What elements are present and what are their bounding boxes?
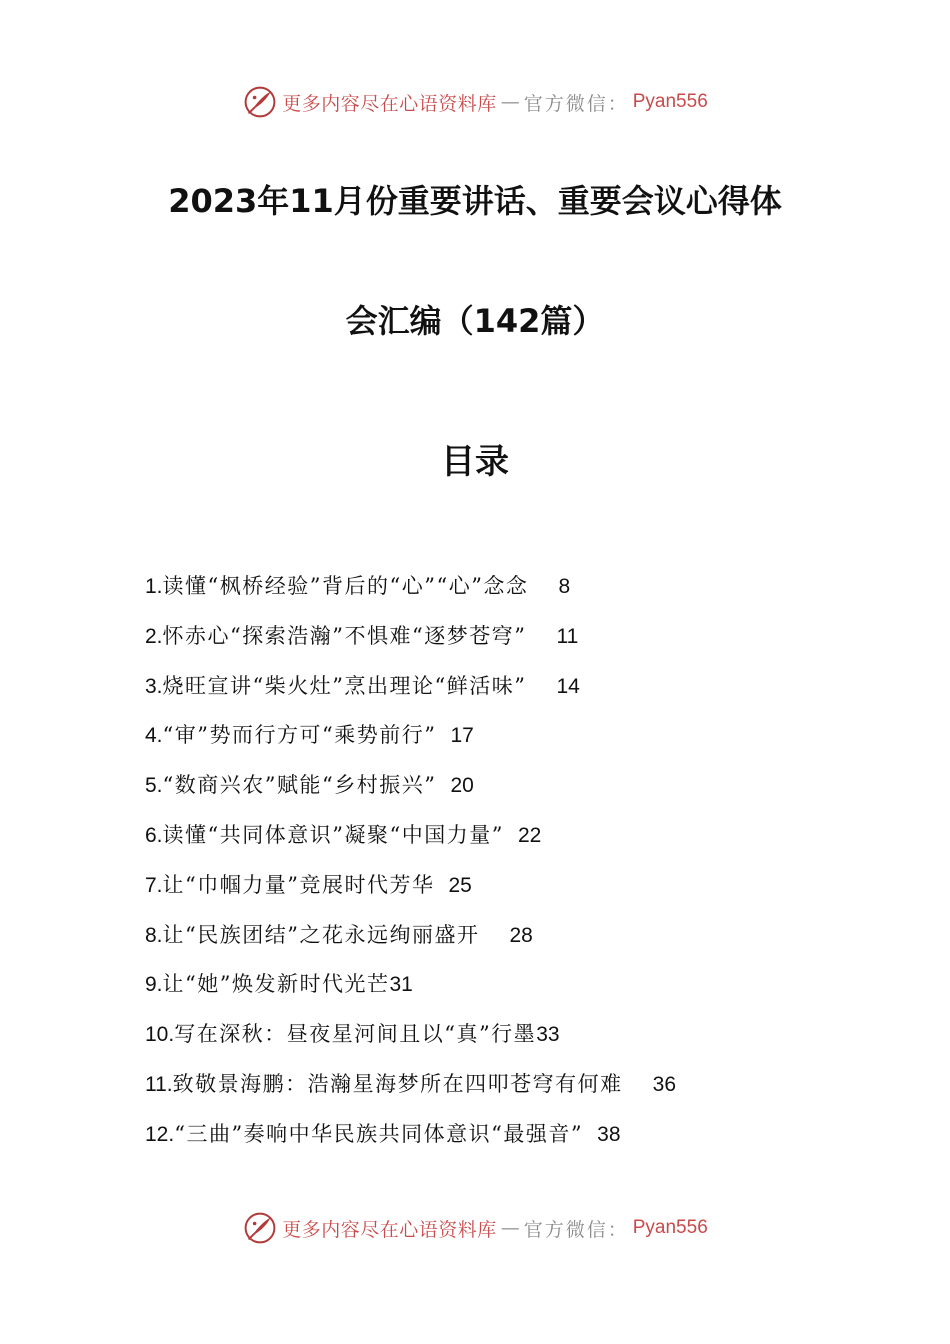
toc-entry-page: 11: [556, 624, 579, 648]
watermark-wechat-id: Pyan556: [632, 91, 708, 112]
toc-entry[interactable]: [145, 915, 845, 965]
toc-entry[interactable]: [145, 815, 845, 865]
toc-entry-page: 38: [597, 1122, 621, 1146]
toc-entry-title: 烧旺宣讲“柴火灶”烹出理论“鲜活味”: [162, 673, 527, 698]
toc-entry[interactable]: [145, 1014, 845, 1064]
watermark-dash: —: [500, 1217, 520, 1239]
toc-entry-title: 读懂“枫桥经验”背后的“心”“心”念念: [162, 574, 529, 598]
quill-logo-icon: [242, 1210, 278, 1246]
toc-entry-page: 31: [389, 973, 413, 997]
toc-entry-page: 25: [448, 873, 472, 897]
toc-entry-page: 8: [558, 575, 571, 598]
watermark-footer: [0, 1210, 950, 1246]
watermark-official-label: 官方微信：: [523, 92, 629, 115]
toc-entry-title: 读懂“共同体意识”凝聚“中国力量”: [162, 822, 504, 847]
toc-entry-number: 9.: [145, 973, 163, 997]
toc-entry-title: 写在深秋：昼夜星河间且以“真”行墨: [174, 1022, 537, 1047]
toc-entry-number: 7.: [145, 873, 163, 897]
toc-entry-title: “审”势而行方可“乘势前行”: [162, 723, 437, 748]
toc-entry[interactable]: [145, 964, 845, 1014]
toc-entry-number: 4.: [145, 724, 163, 748]
toc-entry-number: 2.: [145, 624, 163, 648]
toc-entry-number: 6.: [145, 823, 163, 847]
watermark-text: 更多内容尽在心语资料库: [282, 92, 497, 115]
toc-entry-title: 让“她”焕发新时代光芒: [162, 972, 390, 997]
toc-entry-number: 3.: [145, 674, 163, 698]
toc-entry-number: 1.: [145, 575, 163, 598]
toc-entry-title: “三曲”奏响中华民族共同体意识“最强音”: [174, 1121, 584, 1146]
toc-entry-title: 让“民族团结”之花永远绚丽盛开: [162, 922, 480, 947]
toc-entry-page: 14: [556, 674, 580, 698]
watermark-header: [0, 84, 950, 120]
watermark-official-label: 官方微信：: [523, 1218, 629, 1241]
toc-entry-page: 22: [517, 823, 542, 847]
toc-entry[interactable]: [145, 865, 845, 915]
toc-entry-page: 33: [536, 1023, 560, 1047]
toc-entry-page: 20: [450, 774, 474, 798]
toc-entry-number: 11.: [145, 1072, 173, 1096]
toc-entry-title: 致敬景海鹏：浩瀚星海梦所在四叩苍穹有何难: [172, 1071, 623, 1096]
watermark-wechat-id: Pyan556: [632, 1217, 708, 1238]
toc-entry-number: 5.: [145, 774, 163, 798]
toc-entry-page: 28: [509, 923, 533, 947]
toc-entry-title: “数商兴农”赋能“乡村振兴”: [162, 773, 437, 798]
toc-entry-page: 17: [450, 724, 474, 748]
toc-entry[interactable]: [145, 1114, 845, 1164]
toc-entry-number: 8.: [145, 923, 163, 947]
document-title-line-1: 2023年11月份重要讲话、重要会议心得体: [168, 182, 782, 220]
toc-entry-page: 36: [652, 1072, 676, 1096]
toc-entry[interactable]: [145, 1064, 845, 1114]
toc-entry[interactable]: [145, 666, 845, 716]
document-title-line-2: 会汇编（142篇）: [345, 302, 605, 340]
toc-entry[interactable]: [145, 566, 845, 616]
toc-entry-title: 怀赤心“探索浩瀚”不惧难“逐梦苍穹”: [162, 623, 527, 648]
toc-heading: 目录: [441, 442, 509, 482]
toc-entry-title: 让“巾帼力量”竞展时代芳华: [162, 872, 435, 897]
toc-entry[interactable]: [145, 765, 845, 815]
watermark-dash: —: [500, 91, 520, 113]
table-of-contents: [145, 566, 845, 1164]
quill-logo-icon: [242, 84, 278, 120]
toc-entry[interactable]: [145, 715, 845, 765]
toc-entry-number: 10.: [145, 1023, 175, 1047]
toc-entry[interactable]: [145, 616, 845, 666]
toc-entry-number: 12.: [145, 1122, 175, 1146]
watermark-text: 更多内容尽在心语资料库: [282, 1218, 497, 1241]
